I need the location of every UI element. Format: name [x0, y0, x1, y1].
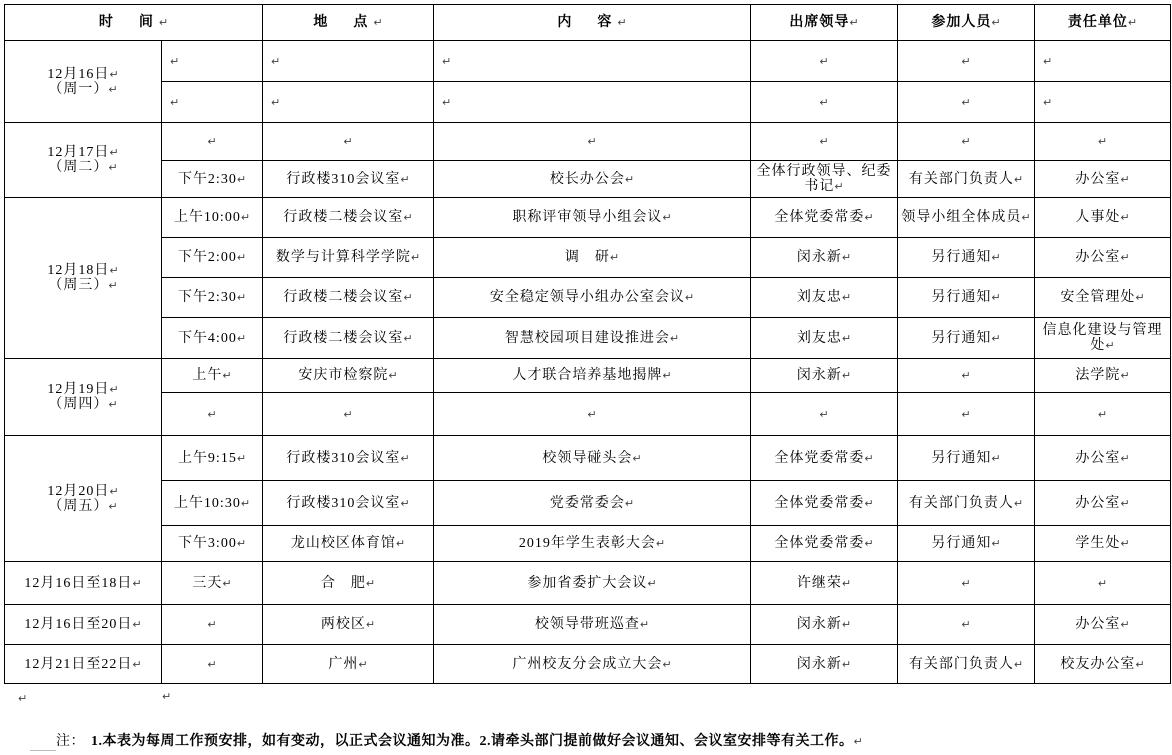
cell-attendees: 领导小组全体成员↵ [898, 198, 1035, 238]
cell-content: 校领导碰头会↵ [434, 436, 751, 481]
cell-unit: 信息化建设与管理处↵ [1035, 318, 1171, 359]
cell-unit: 学生处↵ [1035, 526, 1171, 562]
cell-time: 下午4:00↵ [162, 318, 263, 359]
cell-time: ↵ [162, 123, 263, 161]
cell-content: ↵ [434, 82, 751, 123]
cell-leader: 刘友忠↵ [751, 278, 898, 318]
cell-attendees: ↵ [898, 605, 1035, 645]
table-row [5, 198, 1171, 238]
table-row [5, 645, 1171, 684]
cell-leader: 许继荣↵ [751, 562, 898, 605]
cell-leader: 全体行政领导、纪委书记↵ [751, 161, 898, 198]
cell-time: 上午↵ [162, 359, 263, 393]
cell-content: 调 研↵ [434, 238, 751, 278]
cell-place: 行政楼二楼会议室↵ [263, 198, 434, 238]
cell-place: ↵ [263, 393, 434, 436]
cell-attendees: ↵ [898, 359, 1035, 393]
table-row [5, 82, 1171, 123]
date-range-cell: 12月21日至22日↵ [5, 645, 162, 684]
cell-content: 参加省委扩大会议↵ [434, 562, 751, 605]
cell-attendees: ↵ [898, 393, 1035, 436]
cell-leader: 闵永新↵ [751, 359, 898, 393]
cell-leader: 闵永新↵ [751, 605, 898, 645]
cell-place: 两校区↵ [263, 605, 434, 645]
cell-unit: 办公室↵ [1035, 161, 1171, 198]
cell-unit: ↵ [1035, 41, 1171, 82]
cell-place: ↵ [263, 41, 434, 82]
schedule-body [5, 41, 1171, 684]
cell-leader: 刘友忠↵ [751, 318, 898, 359]
header-time: 时 间↵ [5, 5, 263, 41]
table-row [5, 562, 1171, 605]
table-row [5, 481, 1171, 526]
cell-place: 行政楼二楼会议室↵ [263, 318, 434, 359]
header-place: 地 点↵ [263, 5, 434, 41]
table-row [5, 238, 1171, 278]
cell-time: 三天↵ [162, 562, 263, 605]
paragraph-mark: ↵ [18, 692, 28, 705]
cell-unit: 办公室↵ [1035, 481, 1171, 526]
cell-attendees: 另行通知↵ [898, 238, 1035, 278]
footnote: 注： 1.本表为每周工作预安排，如有变动，以正式会议通知为准。2.请牵头部门提前做好会议通知、会议室安排等有关工作。↵ [56, 734, 863, 749]
cell-unit: 法学院↵ [1035, 359, 1171, 393]
cell-place: 数学与计算科学学院↵ [263, 238, 434, 278]
cell-time: 上午10:30↵ [162, 481, 263, 526]
header-row [5, 5, 1171, 41]
cell-place: ↵ [263, 82, 434, 123]
cell-unit: ↵ [1035, 123, 1171, 161]
date-cell: 12月17日↵ （周二）↵ [5, 123, 162, 198]
cell-attendees: 另行通知↵ [898, 278, 1035, 318]
date-cell: 12月20日↵ （周五）↵ [5, 436, 162, 562]
table-row [5, 161, 1171, 198]
cell-leader: ↵ [751, 41, 898, 82]
cell-unit: ↵ [1035, 393, 1171, 436]
cell-time: ↵ [162, 605, 263, 645]
cell-unit: ↵ [1035, 562, 1171, 605]
schedule-table [4, 4, 1171, 684]
table-row [5, 278, 1171, 318]
cell-leader: ↵ [751, 123, 898, 161]
cell-place: 广州↵ [263, 645, 434, 684]
cell-place: 行政楼310会议室↵ [263, 161, 434, 198]
cell-leader: 全体党委常委↵ [751, 526, 898, 562]
date-range-cell: 12月16日至20日↵ [5, 605, 162, 645]
table-row [5, 359, 1171, 393]
cell-content: ↵ [434, 123, 751, 161]
cell-leader: 全体党委常委↵ [751, 481, 898, 526]
date-range-cell: 12月16日至18日↵ [5, 562, 162, 605]
table-row [5, 123, 1171, 161]
footnote-text: 1.本表为每周工作预安排，如有变动，以正式会议通知为准。2.请牵头部门提前做好会议通知、会议室安排等有关工作。 [91, 734, 854, 749]
cell-attendees: 另行通知↵ [898, 318, 1035, 359]
date-cell: 12月16日↵ （周一）↵ [5, 41, 162, 123]
cell-attendees: 另行通知↵ [898, 526, 1035, 562]
cell-attendees: ↵ [898, 123, 1035, 161]
cell-attendees: ↵ [898, 562, 1035, 605]
cell-place: 合 肥↵ [263, 562, 434, 605]
cell-time: 下午3:00↵ [162, 526, 263, 562]
cell-attendees: 有关部门负责人↵ [898, 161, 1035, 198]
cell-attendees: ↵ [898, 82, 1035, 123]
cell-leader: ↵ [751, 82, 898, 123]
cell-leader: 全体党委常委↵ [751, 198, 898, 238]
cell-leader: ↵ [751, 393, 898, 436]
cell-place: 行政楼310会议室↵ [263, 436, 434, 481]
cell-unit: ↵ [1035, 82, 1171, 123]
cell-content: ↵ [434, 41, 751, 82]
cell-unit: 校友办公室↵ [1035, 645, 1171, 684]
cell-content: 智慧校园项目建设推进会↵ [434, 318, 751, 359]
cell-content: 职称评审领导小组会议↵ [434, 198, 751, 238]
cell-time: ↵ [162, 393, 263, 436]
header-content: 内 容↵ [434, 5, 751, 41]
cell-attendees: 有关部门负责人↵ [898, 645, 1035, 684]
cell-time: ↵ [162, 41, 263, 82]
cell-place: 行政楼二楼会议室↵ [263, 278, 434, 318]
header-attendees: 参加人员↵ [898, 5, 1035, 41]
table-row [5, 526, 1171, 562]
table-row [5, 605, 1171, 645]
cell-leader: 闵永新↵ [751, 645, 898, 684]
date-cell: 12月19日↵ （周四）↵ [5, 359, 162, 436]
cell-leader: 闵永新↵ [751, 238, 898, 278]
cell-time: 上午9:15↵ [162, 436, 263, 481]
cell-time: ↵ [162, 82, 263, 123]
cell-content: 校领导带班巡查↵ [434, 605, 751, 645]
cell-time: 上午10:00↵ [162, 198, 263, 238]
cell-content: ↵ [434, 393, 751, 436]
table-row [5, 318, 1171, 359]
footnote-label: 注： [56, 734, 85, 749]
cell-leader: 全体党委常委↵ [751, 436, 898, 481]
cell-place: 龙山校区体育馆↵ [263, 526, 434, 562]
cell-time: 下午2:30↵ [162, 278, 263, 318]
table-row [5, 41, 1171, 82]
cell-time: 下午2:30↵ [162, 161, 263, 198]
cell-unit: 办公室↵ [1035, 238, 1171, 278]
cell-place: ↵ [263, 123, 434, 161]
margin-corner-mark [30, 750, 56, 751]
header-leader: 出席领导↵ [751, 5, 898, 41]
cell-unit: 安全管理处↵ [1035, 278, 1171, 318]
cell-attendees: 有关部门负责人↵ [898, 481, 1035, 526]
paragraph-mark: ↵ [162, 690, 172, 703]
cell-place: 安庆市检察院↵ [263, 359, 434, 393]
table-row [5, 436, 1171, 481]
cell-unit: 人事处↵ [1035, 198, 1171, 238]
cell-content: 广州校友分会成立大会↵ [434, 645, 751, 684]
cell-time: ↵ [162, 645, 263, 684]
cell-content: 党委常委会↵ [434, 481, 751, 526]
cell-content: 人才联合培养基地揭牌↵ [434, 359, 751, 393]
cell-unit: 办公室↵ [1035, 605, 1171, 645]
header-unit: 责任单位↵ [1035, 5, 1171, 41]
date-cell: 12月18日↵ （周三）↵ [5, 198, 162, 359]
cell-content: 安全稳定领导小组办公室会议↵ [434, 278, 751, 318]
cell-time: 下午2:00↵ [162, 238, 263, 278]
cell-attendees: ↵ [898, 41, 1035, 82]
cell-attendees: 另行通知↵ [898, 436, 1035, 481]
cell-content: 校长办公会↵ [434, 161, 751, 198]
table-row [5, 393, 1171, 436]
cell-place: 行政楼310会议室↵ [263, 481, 434, 526]
cell-content: 2019年学生表彰大会↵ [434, 526, 751, 562]
cell-unit: 办公室↵ [1035, 436, 1171, 481]
